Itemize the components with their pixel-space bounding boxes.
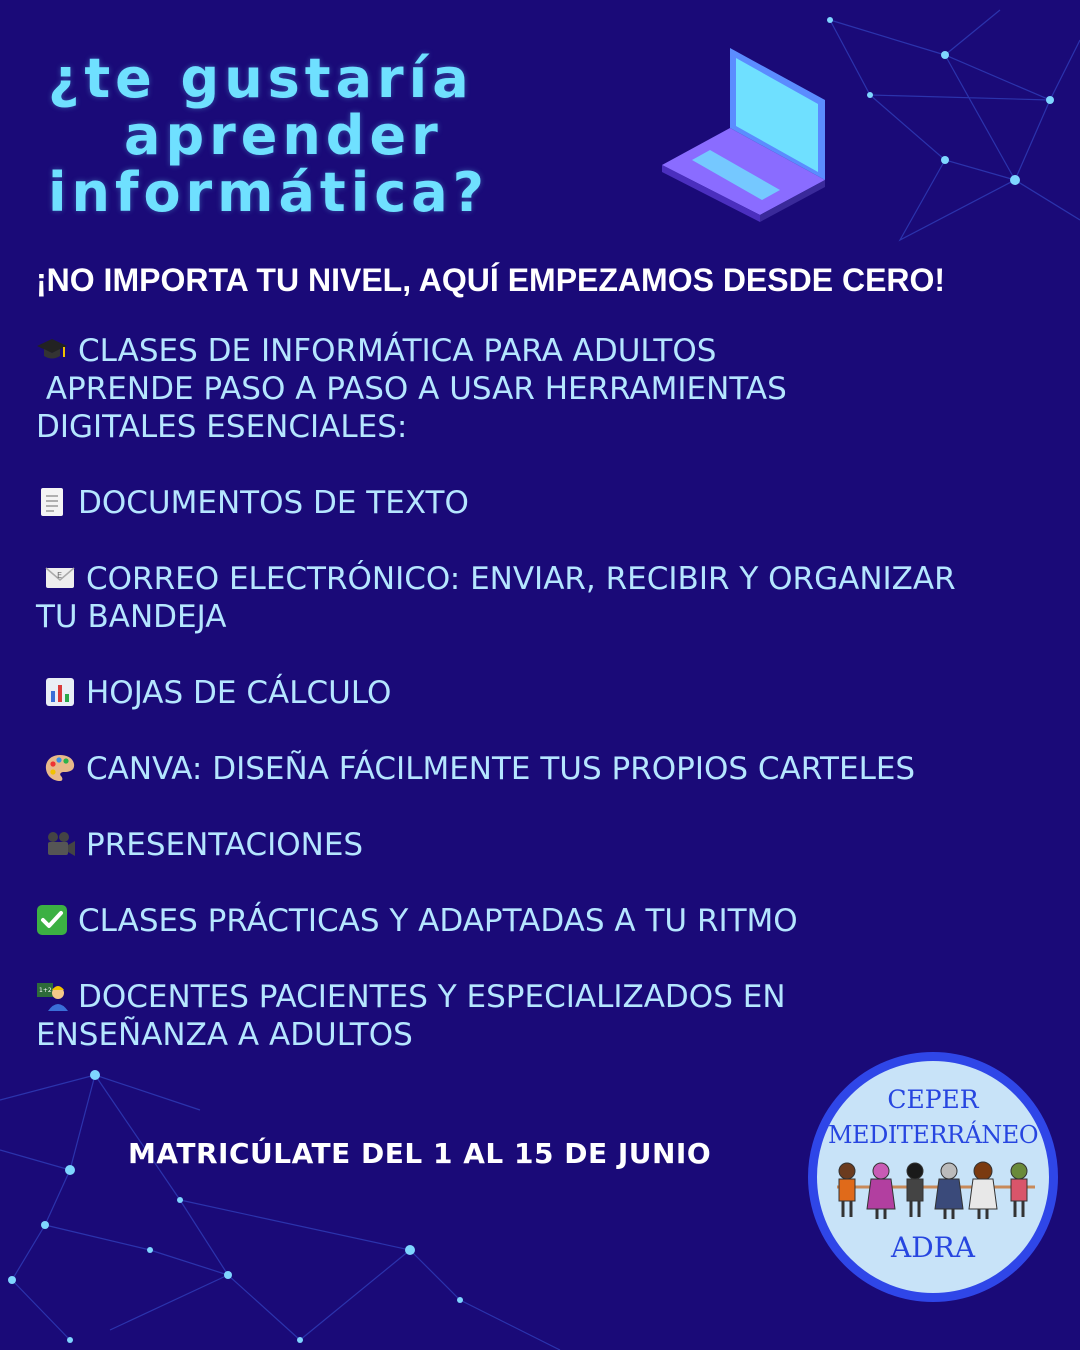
subheadline: ¡NO IMPORTA TU NIVEL, AQUÍ EMPEZAMOS DESDE CERO! [36,262,946,298]
list-item-teachers-text-2: ENSEÑANZA A ADULTOS [36,1017,413,1053]
list-item-spreadsheets [44,674,391,712]
list-item-practical-text: CLASES PRÁCTICAS Y ADAPTADAS A TU RITMO [78,903,798,939]
enrollment-dates: MATRICÚLATE DEL 1 AL 15 DE JUNIO [128,1137,712,1170]
ceper-logo [808,1052,1058,1302]
bar-chart-icon [44,677,76,707]
list-item-presentations-text: PRESENTACIONES [86,827,364,863]
list-item-spreadsheets-text: HOJAS DE CÁLCULO [86,675,392,711]
check-mark-icon [36,905,68,935]
logo-line-1: CEPER [887,1085,979,1114]
svg-text:E: E [57,571,63,580]
headline-line-3: informática? [48,161,489,224]
logo-line-3: ADRA [891,1231,975,1264]
list-item-teachers [36,978,786,1054]
film-camera-icon [44,829,76,859]
logo-line-2: MEDITERRÁNEO [827,1121,1038,1149]
intro-block [36,332,787,446]
graduation-cap-icon [36,335,68,365]
headline-line-1: ¿te gustaría [48,47,474,110]
list-item-email-text-1: CORREO ELECTRÓNICO: ENVIAR, RECIBIR Y ORGANIZAR [86,561,956,597]
list-item-teachers-text-1: DOCENTES PACIENTES Y ESPECIALIZADOS EN [78,979,786,1015]
intro-line-1-text: CLASES DE INFORMÁTICA PARA ADULTOS [78,333,717,369]
list-item-email-text-2: TU BANDEJA [36,599,227,635]
list-item-practical [36,902,798,940]
list-item-canva-text: CANVA: DISEÑA FÁCILMENTE TUS PROPIOS CARTELES [86,751,916,787]
list-item-presentations [44,826,363,864]
people-holding-hands-icon [829,1159,1043,1223]
headline [48,47,658,224]
list-item-canva [44,750,915,788]
teacher-icon [36,981,68,1011]
palette-icon [44,753,76,783]
intro-line-1 [36,332,787,370]
svg-text:1+2: 1+2 [39,987,52,994]
headline-line-2: aprender [124,104,443,167]
intro-line-3: DIGITALES ESENCIALES: [36,409,408,445]
list-item-email [36,560,956,636]
email-icon [44,563,76,593]
intro-line-2: APRENDE PASO A PASO A USAR HERRAMIENTAS [36,371,787,407]
list-item-documents [36,484,469,522]
list-item-documents-text: DOCUMENTOS DE TEXTO [78,485,469,521]
laptop-icon [650,40,840,230]
document-icon [36,487,68,517]
